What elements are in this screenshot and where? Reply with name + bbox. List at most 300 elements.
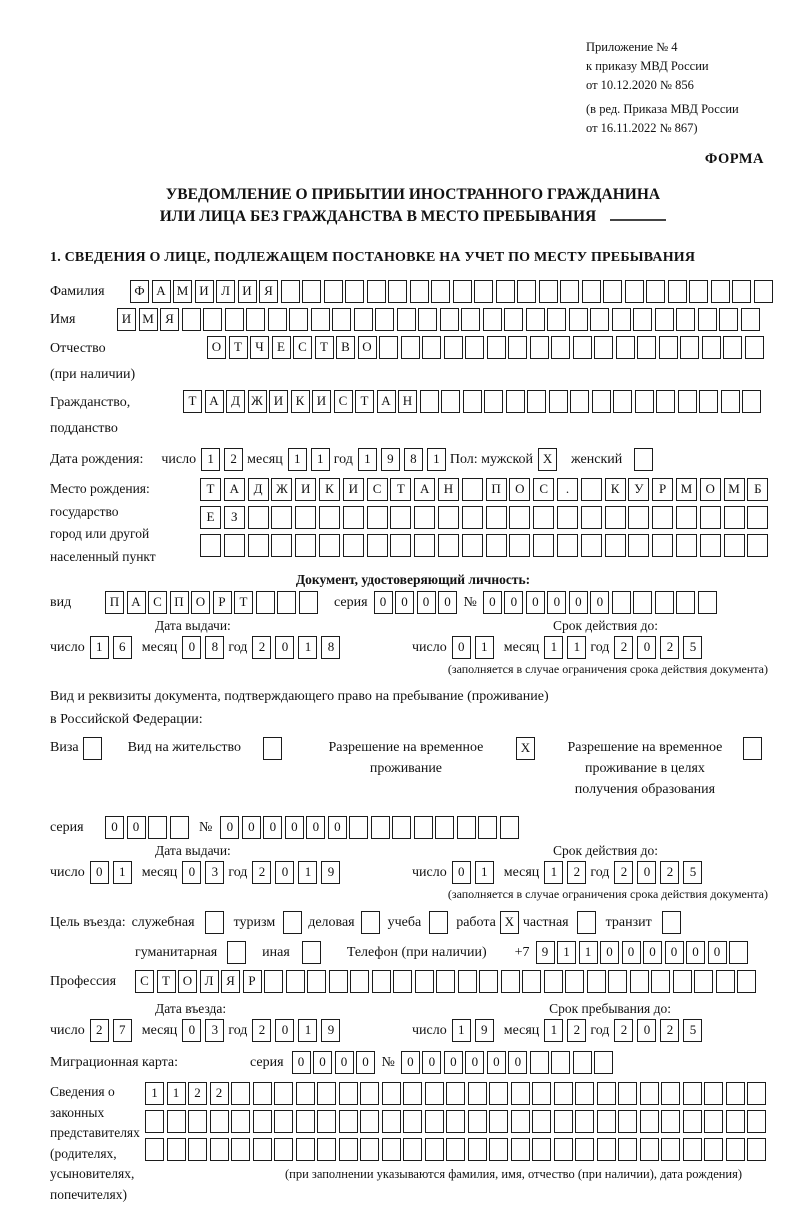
char-cell[interactable] — [268, 308, 287, 331]
char-cell[interactable] — [587, 970, 606, 993]
char-cell[interactable] — [274, 1082, 293, 1105]
char-cell[interactable] — [551, 1051, 570, 1074]
char-cell[interactable]: 0 — [292, 1051, 311, 1074]
char-cell[interactable] — [256, 591, 275, 614]
char-cell[interactable] — [659, 336, 678, 359]
char-cell[interactable]: 5 — [683, 1019, 702, 1042]
char-cell[interactable] — [533, 534, 554, 557]
char-cell[interactable] — [590, 308, 609, 331]
char-cell[interactable] — [694, 970, 713, 993]
char-cell[interactable] — [569, 308, 588, 331]
char-cell[interactable] — [345, 280, 364, 303]
char-cell[interactable] — [145, 1138, 164, 1161]
char-cell[interactable] — [299, 591, 318, 614]
char-cell[interactable]: Д — [248, 478, 269, 501]
char-cell[interactable] — [478, 816, 497, 839]
char-cell[interactable] — [673, 970, 692, 993]
char-cell[interactable]: П — [486, 478, 507, 501]
char-cell[interactable] — [248, 506, 269, 529]
char-cell[interactable] — [248, 534, 269, 557]
checkbox[interactable] — [83, 737, 102, 760]
char-cell[interactable] — [742, 390, 761, 413]
char-cell[interactable] — [453, 280, 472, 303]
char-cell[interactable]: 5 — [683, 861, 702, 884]
char-cell[interactable]: И — [195, 280, 214, 303]
char-cell[interactable]: 0 — [483, 591, 502, 614]
char-cell[interactable]: О — [178, 970, 197, 993]
char-cell[interactable] — [656, 390, 675, 413]
char-cell[interactable] — [597, 1138, 616, 1161]
char-cell[interactable] — [511, 1110, 530, 1133]
char-cell[interactable] — [625, 280, 644, 303]
char-cell[interactable]: Т — [390, 478, 411, 501]
char-cell[interactable]: 7 — [113, 1019, 132, 1042]
char-cell[interactable] — [486, 506, 507, 529]
char-cell[interactable] — [253, 1082, 272, 1105]
char-cell[interactable] — [655, 591, 674, 614]
char-cell[interactable]: М — [139, 308, 158, 331]
char-cell[interactable] — [479, 970, 498, 993]
char-cell[interactable]: 1 — [544, 636, 563, 659]
char-cell[interactable]: 6 — [113, 636, 132, 659]
char-cell[interactable] — [573, 336, 592, 359]
char-cell[interactable] — [613, 390, 632, 413]
char-cell[interactable] — [582, 280, 601, 303]
char-cell[interactable]: 1 — [298, 636, 317, 659]
char-cell[interactable]: 1 — [452, 1019, 471, 1042]
char-cell[interactable] — [668, 280, 687, 303]
char-cell[interactable]: 0 — [275, 1019, 294, 1042]
char-cell[interactable] — [754, 280, 773, 303]
char-cell[interactable] — [575, 1138, 594, 1161]
char-cell[interactable] — [618, 1082, 637, 1105]
char-cell[interactable]: 8 — [205, 636, 224, 659]
char-cell[interactable] — [414, 816, 433, 839]
char-cell[interactable] — [597, 1082, 616, 1105]
char-cell[interactable]: Л — [200, 970, 219, 993]
char-cell[interactable]: Л — [216, 280, 235, 303]
char-cell[interactable]: Р — [652, 478, 673, 501]
checkbox[interactable] — [743, 737, 762, 760]
char-cell[interactable]: 8 — [321, 636, 340, 659]
char-cell[interactable] — [500, 816, 519, 839]
char-cell[interactable] — [332, 308, 351, 331]
char-cell[interactable] — [676, 534, 697, 557]
char-cell[interactable] — [277, 591, 296, 614]
char-cell[interactable]: 1 — [167, 1082, 186, 1105]
char-cell[interactable]: Т — [157, 970, 176, 993]
char-cell[interactable] — [565, 970, 584, 993]
char-cell[interactable] — [274, 1138, 293, 1161]
char-cell[interactable] — [509, 506, 530, 529]
char-cell[interactable] — [462, 506, 483, 529]
char-cell[interactable]: 1 — [201, 448, 220, 471]
char-cell[interactable] — [635, 390, 654, 413]
char-cell[interactable]: 0 — [335, 1051, 354, 1074]
char-cell[interactable] — [182, 308, 201, 331]
char-cell[interactable]: 2 — [614, 1019, 633, 1042]
char-cell[interactable] — [379, 336, 398, 359]
char-cell[interactable] — [167, 1110, 186, 1133]
char-cell[interactable] — [148, 816, 167, 839]
char-cell[interactable]: Я — [221, 970, 240, 993]
char-cell[interactable] — [489, 1082, 508, 1105]
char-cell[interactable]: Ч — [250, 336, 269, 359]
char-cell[interactable]: 1 — [557, 941, 576, 964]
char-cell[interactable] — [581, 534, 602, 557]
char-cell[interactable]: М — [724, 478, 745, 501]
char-cell[interactable]: 1 — [567, 636, 586, 659]
char-cell[interactable] — [438, 506, 459, 529]
char-cell[interactable]: 0 — [637, 636, 656, 659]
char-cell[interactable] — [375, 308, 394, 331]
char-cell[interactable] — [446, 1110, 465, 1133]
char-cell[interactable]: М — [676, 478, 697, 501]
char-cell[interactable] — [302, 280, 321, 303]
char-cell[interactable] — [618, 1138, 637, 1161]
char-cell[interactable]: 9 — [321, 1019, 340, 1042]
char-cell[interactable] — [425, 1138, 444, 1161]
char-cell[interactable]: 0 — [182, 861, 201, 884]
char-cell[interactable] — [253, 1110, 272, 1133]
char-cell[interactable]: 0 — [452, 636, 471, 659]
char-cell[interactable] — [594, 1051, 613, 1074]
char-cell[interactable] — [729, 941, 748, 964]
char-cell[interactable]: И — [343, 478, 364, 501]
char-cell[interactable] — [683, 1082, 702, 1105]
char-cell[interactable] — [415, 970, 434, 993]
char-cell[interactable] — [483, 308, 502, 331]
char-cell[interactable]: 1 — [358, 448, 377, 471]
char-cell[interactable] — [350, 970, 369, 993]
char-cell[interactable] — [274, 1110, 293, 1133]
char-cell[interactable] — [392, 816, 411, 839]
char-cell[interactable]: 0 — [600, 941, 619, 964]
char-cell[interactable]: 0 — [306, 816, 325, 839]
char-cell[interactable]: 1 — [145, 1082, 164, 1105]
char-cell[interactable] — [390, 506, 411, 529]
char-cell[interactable]: 2 — [224, 448, 243, 471]
char-cell[interactable] — [747, 506, 768, 529]
char-cell[interactable]: 0 — [374, 591, 393, 614]
char-cell[interactable]: 0 — [465, 1051, 484, 1074]
char-cell[interactable] — [170, 816, 189, 839]
char-cell[interactable] — [295, 534, 316, 557]
char-cell[interactable] — [296, 1110, 315, 1133]
char-cell[interactable] — [295, 506, 316, 529]
char-cell[interactable]: 0 — [622, 941, 641, 964]
char-cell[interactable] — [603, 280, 622, 303]
char-cell[interactable] — [311, 308, 330, 331]
char-cell[interactable] — [637, 336, 656, 359]
char-cell[interactable] — [360, 1138, 379, 1161]
char-cell[interactable]: 0 — [590, 591, 609, 614]
char-cell[interactable]: 2 — [567, 1019, 586, 1042]
char-cell[interactable] — [581, 506, 602, 529]
char-cell[interactable] — [689, 280, 708, 303]
char-cell[interactable] — [372, 970, 391, 993]
char-cell[interactable]: С — [148, 591, 167, 614]
char-cell[interactable]: О — [191, 591, 210, 614]
char-cell[interactable]: 9 — [321, 861, 340, 884]
char-cell[interactable] — [446, 1082, 465, 1105]
char-cell[interactable]: 1 — [475, 636, 494, 659]
char-cell[interactable]: К — [605, 478, 626, 501]
char-cell[interactable]: А — [377, 390, 396, 413]
char-cell[interactable] — [597, 1110, 616, 1133]
char-cell[interactable] — [747, 534, 768, 557]
char-cell[interactable] — [441, 390, 460, 413]
char-cell[interactable] — [468, 1082, 487, 1105]
char-cell[interactable]: С — [135, 970, 154, 993]
char-cell[interactable] — [747, 1110, 766, 1133]
char-cell[interactable]: 0 — [182, 1019, 201, 1042]
char-cell[interactable] — [188, 1110, 207, 1133]
char-cell[interactable] — [371, 816, 390, 839]
char-cell[interactable] — [319, 534, 340, 557]
char-cell[interactable]: 2 — [567, 861, 586, 884]
char-cell[interactable] — [397, 308, 416, 331]
char-cell[interactable]: И — [295, 478, 316, 501]
char-cell[interactable] — [726, 1138, 745, 1161]
char-cell[interactable] — [489, 1110, 508, 1133]
char-cell[interactable] — [203, 308, 222, 331]
char-cell[interactable]: С — [367, 478, 388, 501]
char-cell[interactable] — [509, 534, 530, 557]
char-cell[interactable]: 1 — [544, 861, 563, 884]
char-cell[interactable] — [554, 1082, 573, 1105]
char-cell[interactable]: 2 — [210, 1082, 229, 1105]
char-cell[interactable] — [382, 1082, 401, 1105]
char-cell[interactable] — [484, 390, 503, 413]
char-cell[interactable] — [527, 390, 546, 413]
char-cell[interactable] — [317, 1082, 336, 1105]
char-cell[interactable] — [594, 336, 613, 359]
char-cell[interactable] — [465, 336, 484, 359]
char-cell[interactable]: 2 — [660, 636, 679, 659]
char-cell[interactable] — [700, 534, 721, 557]
char-cell[interactable] — [557, 506, 578, 529]
char-cell[interactable]: О — [509, 478, 530, 501]
char-cell[interactable]: Р — [243, 970, 262, 993]
char-cell[interactable]: 2 — [660, 861, 679, 884]
char-cell[interactable]: И — [117, 308, 136, 331]
char-cell[interactable]: Я — [259, 280, 278, 303]
char-cell[interactable] — [246, 308, 265, 331]
char-cell[interactable]: 0 — [487, 1051, 506, 1074]
char-cell[interactable]: А — [205, 390, 224, 413]
char-cell[interactable] — [458, 970, 477, 993]
char-cell[interactable] — [349, 816, 368, 839]
char-cell[interactable] — [517, 280, 536, 303]
char-cell[interactable]: П — [170, 591, 189, 614]
char-cell[interactable] — [468, 1110, 487, 1133]
char-cell[interactable]: К — [319, 478, 340, 501]
char-cell[interactable]: 0 — [356, 1051, 375, 1074]
char-cell[interactable] — [592, 390, 611, 413]
char-cell[interactable] — [661, 1082, 680, 1105]
checkbox[interactable] — [302, 941, 321, 964]
char-cell[interactable] — [726, 1082, 745, 1105]
char-cell[interactable] — [422, 336, 441, 359]
char-cell[interactable] — [360, 1082, 379, 1105]
char-cell[interactable] — [296, 1138, 315, 1161]
char-cell[interactable] — [652, 534, 673, 557]
char-cell[interactable]: И — [312, 390, 331, 413]
char-cell[interactable]: 0 — [643, 941, 662, 964]
char-cell[interactable]: Я — [160, 308, 179, 331]
char-cell[interactable]: 2 — [660, 1019, 679, 1042]
char-cell[interactable]: 1 — [298, 861, 317, 884]
checkbox[interactable] — [283, 911, 302, 934]
char-cell[interactable]: О — [207, 336, 226, 359]
char-cell[interactable] — [167, 1138, 186, 1161]
char-cell[interactable] — [630, 970, 649, 993]
char-cell[interactable] — [704, 1138, 723, 1161]
char-cell[interactable] — [640, 1110, 659, 1133]
char-cell[interactable] — [605, 506, 626, 529]
char-cell[interactable] — [699, 390, 718, 413]
char-cell[interactable]: 9 — [381, 448, 400, 471]
char-cell[interactable] — [737, 970, 756, 993]
char-cell[interactable] — [704, 1082, 723, 1105]
char-cell[interactable] — [436, 970, 455, 993]
char-cell[interactable] — [640, 1082, 659, 1105]
char-cell[interactable] — [474, 280, 493, 303]
char-cell[interactable] — [747, 1138, 766, 1161]
char-cell[interactable]: З — [224, 506, 245, 529]
char-cell[interactable] — [700, 506, 721, 529]
char-cell[interactable] — [329, 970, 348, 993]
char-cell[interactable]: 1 — [579, 941, 598, 964]
char-cell[interactable] — [501, 970, 520, 993]
char-cell[interactable] — [539, 280, 558, 303]
char-cell[interactable]: 1 — [427, 448, 446, 471]
char-cell[interactable]: 2 — [90, 1019, 109, 1042]
char-cell[interactable]: 9 — [536, 941, 555, 964]
char-cell[interactable] — [231, 1110, 250, 1133]
char-cell[interactable] — [468, 1138, 487, 1161]
char-cell[interactable] — [438, 534, 459, 557]
char-cell[interactable] — [652, 506, 673, 529]
char-cell[interactable] — [382, 1110, 401, 1133]
char-cell[interactable] — [719, 308, 738, 331]
char-cell[interactable] — [281, 280, 300, 303]
char-cell[interactable]: 0 — [401, 1051, 420, 1074]
char-cell[interactable] — [554, 1138, 573, 1161]
char-cell[interactable] — [339, 1110, 358, 1133]
char-cell[interactable]: Б — [747, 478, 768, 501]
char-cell[interactable]: 2 — [252, 861, 271, 884]
char-cell[interactable] — [721, 390, 740, 413]
char-cell[interactable]: И — [269, 390, 288, 413]
char-cell[interactable] — [628, 506, 649, 529]
char-cell[interactable] — [661, 1110, 680, 1133]
char-cell[interactable] — [307, 970, 326, 993]
checkbox[interactable] — [205, 911, 224, 934]
char-cell[interactable] — [618, 1110, 637, 1133]
char-cell[interactable]: 0 — [526, 591, 545, 614]
char-cell[interactable] — [724, 506, 745, 529]
char-cell[interactable]: Н — [438, 478, 459, 501]
char-cell[interactable]: 0 — [637, 861, 656, 884]
char-cell[interactable] — [188, 1138, 207, 1161]
char-cell[interactable] — [446, 1138, 465, 1161]
char-cell[interactable] — [678, 390, 697, 413]
char-cell[interactable]: 0 — [242, 816, 261, 839]
char-cell[interactable]: Н — [398, 390, 417, 413]
char-cell[interactable] — [747, 1082, 766, 1105]
char-cell[interactable] — [382, 1138, 401, 1161]
char-cell[interactable] — [526, 308, 545, 331]
checkbox[interactable] — [361, 911, 380, 934]
char-cell[interactable]: 0 — [275, 861, 294, 884]
char-cell[interactable] — [724, 534, 745, 557]
char-cell[interactable] — [547, 308, 566, 331]
char-cell[interactable] — [530, 336, 549, 359]
char-cell[interactable] — [367, 280, 386, 303]
char-cell[interactable] — [506, 390, 525, 413]
char-cell[interactable] — [463, 390, 482, 413]
checkbox[interactable] — [227, 941, 246, 964]
char-cell[interactable]: Т — [355, 390, 374, 413]
char-cell[interactable]: Е — [200, 506, 221, 529]
char-cell[interactable]: 0 — [263, 816, 282, 839]
char-cell[interactable]: 0 — [508, 1051, 527, 1074]
char-cell[interactable] — [343, 534, 364, 557]
char-cell[interactable] — [551, 336, 570, 359]
char-cell[interactable]: 0 — [127, 816, 146, 839]
char-cell[interactable] — [457, 816, 476, 839]
char-cell[interactable]: А — [127, 591, 146, 614]
char-cell[interactable] — [486, 534, 507, 557]
char-cell[interactable]: 0 — [105, 816, 124, 839]
checkbox[interactable] — [263, 737, 282, 760]
char-cell[interactable]: 2 — [188, 1082, 207, 1105]
char-cell[interactable]: 3 — [205, 1019, 224, 1042]
char-cell[interactable] — [431, 280, 450, 303]
char-cell[interactable] — [487, 336, 506, 359]
char-cell[interactable] — [633, 591, 652, 614]
char-cell[interactable]: 0 — [417, 591, 436, 614]
char-cell[interactable] — [420, 390, 439, 413]
char-cell[interactable] — [317, 1110, 336, 1133]
char-cell[interactable] — [560, 280, 579, 303]
char-cell[interactable]: 5 — [683, 636, 702, 659]
char-cell[interactable] — [628, 534, 649, 557]
checkbox[interactable]: X — [516, 737, 535, 760]
char-cell[interactable]: 1 — [113, 861, 132, 884]
char-cell[interactable] — [210, 1110, 229, 1133]
char-cell[interactable]: 0 — [637, 1019, 656, 1042]
checkbox[interactable] — [634, 448, 653, 471]
char-cell[interactable] — [676, 308, 695, 331]
char-cell[interactable] — [339, 1082, 358, 1105]
char-cell[interactable]: Е — [272, 336, 291, 359]
char-cell[interactable] — [570, 390, 589, 413]
char-cell[interactable] — [549, 390, 568, 413]
char-cell[interactable]: Р — [213, 591, 232, 614]
char-cell[interactable]: 0 — [182, 636, 201, 659]
char-cell[interactable] — [612, 308, 631, 331]
char-cell[interactable] — [530, 1051, 549, 1074]
char-cell[interactable] — [403, 1082, 422, 1105]
char-cell[interactable]: 0 — [708, 941, 727, 964]
char-cell[interactable] — [683, 1138, 702, 1161]
char-cell[interactable]: Т — [234, 591, 253, 614]
char-cell[interactable] — [511, 1138, 530, 1161]
char-cell[interactable] — [661, 1138, 680, 1161]
